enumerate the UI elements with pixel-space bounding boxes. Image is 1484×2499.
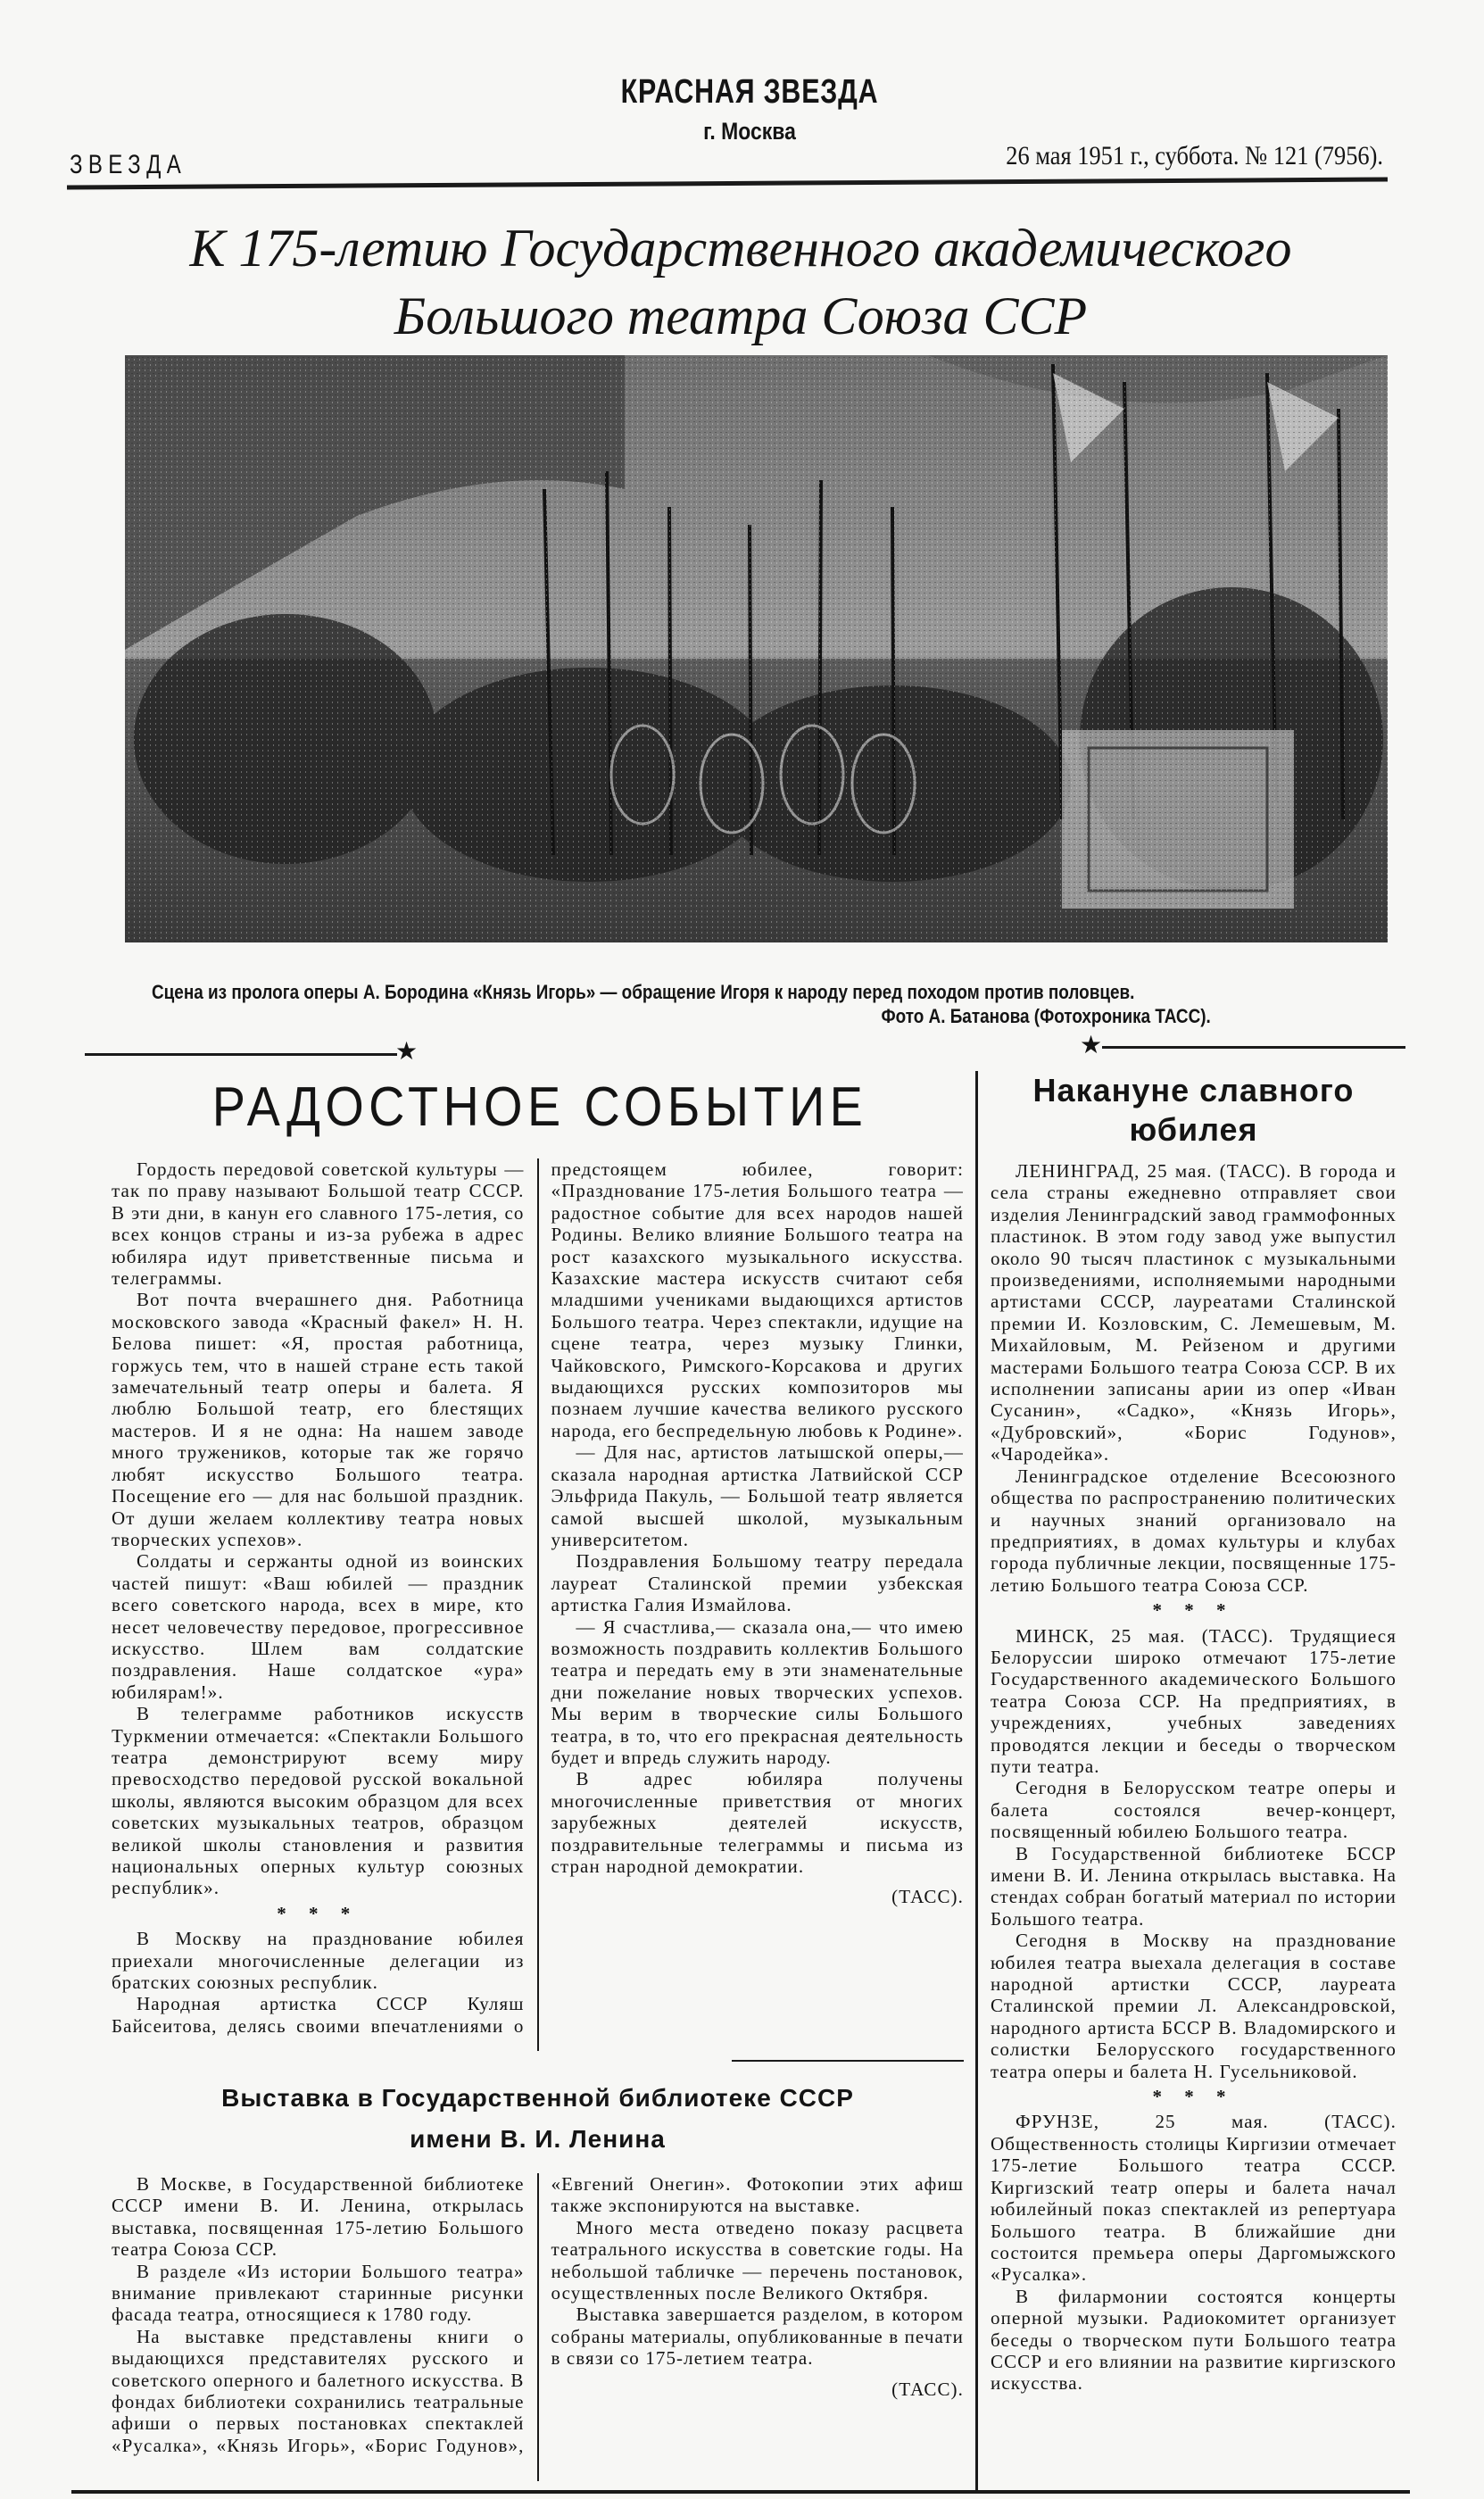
- paragraph: ЛЕНИНГРАД, 25 мая. (ТАСС). В города и села страны ежедневно отправляет свои изделия Ленинградский завод граммофонных пластинок. В этом году завод уже выпустил около 90 тысяч пластинок с музыкальными произведениями, исполняемыми народными артистами СССР, лауреатами Сталинской премии И. Козловским, С. Лемешевым, М. Михайловым, М. Рейзеном и другими мастерами Большого театра Союза ССР. В их исполнении записаны арии из опер «Иван Сусанин», «Садко», «Князь Игорь», «Дубровский», «Борис Годунов», «Чародейка».: [991, 1160, 1397, 1465]
- paragraph: В Москве, в Государственной библиотеке СССР имени В. И. Ленина, открылась выставка, посвященная 175-летию Большого театра Союза ССР.: [112, 2173, 525, 2261]
- paragraph: Много места отведено показу расцвета театрального искусства в советские годы. На небольшой табличке — перечень постановок, осуществленных после Великого Октября.: [551, 2216, 964, 2304]
- paragraph: — Я счастлива,— сказала она,— что имею возможность поздравить коллектив Большого театра и передать ему в эти знаменательные дни пожелание новых творческих успехов. Мы верим в творческие силы Большого театра, в то, что его прекрасная деятельность будет и впредь служить народу.: [551, 1615, 964, 1768]
- page-title: [134, 214, 1347, 350]
- paragraph: Солдаты и сержанты одной из воинских частей пишут: «Ваш юбилей — праздник всего советского народа, всех в мире, кто несет человечеству передовое, прогрессивное искусство. Шлем вам солдатские поздравления. Наше солдатское «ура» юбилярам!».: [112, 1550, 525, 1703]
- section-separator: * * *: [1152, 1599, 1235, 1622]
- newspaper-masthead: КРАСНАЯ ЗВЕЗДА: [620, 73, 879, 111]
- paragraph: В Государственной библиотеке БССР имени В. И. Ленина открылась выставка. На стендах собран богатый материал по истории Большого театра.: [991, 1842, 1397, 1930]
- paragraph: Поздравления Большому театру передала лауреат Сталинской премии узбекская артистка Галия Измайлова.: [551, 1550, 964, 1616]
- article-title-line-2: имени В. И. Ленина: [410, 2125, 666, 2153]
- star-icon: ★: [1080, 1032, 1103, 1059]
- paragraph: В филармонии состоятся концерты оперной музыки. Радиокомитет организует беседы о творческом пути Большого театра СССР и его влиянии на развитие киргизского искусства.: [991, 2285, 1397, 2395]
- photo-caption: [152, 980, 1211, 1028]
- paragraph: Сегодня в Белорусском театре оперы и балета состоялся вечер-концерт, посвященный юбилею Большого театра.: [991, 1777, 1397, 1843]
- article-nakanune-yubileya: [991, 1071, 1397, 2395]
- page-label: ЗВЕЗДА: [70, 150, 187, 179]
- article-title-nakanune: Накануне славного юбилея: [1032, 1072, 1355, 1148]
- paragraph: В Москву на празднование юбилея приехали многочисленные делегации из братских союзных республик.: [112, 1928, 525, 1994]
- paragraph: В разделе «Из истории Большого театра» внимание привлекают старинные рисунки фасада театра, относящиеся к 1780 году.: [112, 2260, 525, 2326]
- opera-scene-photo: [125, 355, 1388, 942]
- page-title-line-1: К 175-летию Государственного академического: [189, 219, 1292, 278]
- photo-credit: Фото А. Батанова (Фотохроника ТАСС).: [881, 1005, 1211, 1027]
- article-body-vystavka: [112, 2173, 964, 2481]
- column-rule: [975, 1071, 978, 2490]
- section-separator: * * *: [1152, 2086, 1235, 2108]
- paragraph: В адрес юбиляра получены многочисленные приветствия от многих зарубежных деятелей искусств, поздравительные телеграммы и письма из стран народной демократии.: [551, 1768, 964, 1877]
- article-signature: (ТАСС).: [891, 2378, 964, 2400]
- section-rule: [732, 2060, 964, 2062]
- header-rule: [67, 177, 1388, 189]
- paragraph: Выставка завершается разделом, в котором собраны материалы, опубликованные в печати в связи со 175-летием театра.: [551, 2304, 964, 2370]
- page-bottom-rule: [71, 2490, 1410, 2494]
- article-signature: (ТАСС).: [891, 1886, 964, 1908]
- article-title-line-1: Выставка в Государственной библиотеке СССР: [221, 2084, 854, 2112]
- star-icon: ★: [395, 1038, 419, 1066]
- masthead-city: г. Москва: [703, 118, 796, 145]
- paragraph: Вот почта вчерашнего дня. Работница московского завода «Красный факел» Н. Н. Белова пишет: «Я, простая работница, горжусь тем, что в нашей стране есть такой замечательный театр оперы и балета. Я люблю Большой театр, его блестящих мастеров. И я не одна: На нашем заводе много тружеников, которые так же горячо любят искусство Большого театра. Посещение его — для нас большой праздник. От души желаем коллективу театра новых творческих успехов».: [112, 1289, 525, 1550]
- article-body-radostnoe-sobytie: [112, 1158, 964, 2051]
- divider-rule-right: [1102, 1046, 1405, 1049]
- paragraph: Народная артистка СССР Куляш Байсеитова, делясь своими впечатлениями о предстоящем юбилее, говорит: «Празднование 175-летия Большого театра — радостное событие для всех народов нашей Родины. Велико влияние Большого театра на рост казахского музыкального искусства. Казахские мастера искусств считают себя младшими учениками выдающихся артистов Большого театра. Через спектакли, идущие на сцене театра, через музыку Глинки, Чайковского, Римского-Корсакова и других выдающихся русских композиторов мы познаем лучшие качества великого русского народа, его беспредельную любовь к Родине».: [112, 1158, 964, 2037]
- paragraph: — Для нас, артистов латышской оперы,— сказала народная артистка Латвийской ССР Эльфрида Пакуль, — Большой театр является самой высшей школой, музыкальным университетом.: [551, 1441, 964, 1550]
- paragraph: МИНСК, 25 мая. (ТАСС). Трудящиеся Белоруссии широко отмечают 175-летие Государственного академического Большого театра Союза ССР. На предприятиях, в учреждениях, учебных заведениях проводятся лекции и беседы о творческом пути театра.: [991, 1624, 1397, 1777]
- article-title-radostnoe-sobytie: РАДОСТНОЕ СОБЫТИЕ: [211, 1076, 868, 1138]
- divider-rule-left: [85, 1053, 397, 1056]
- paragraph: Сегодня в Москву на празднование юбилея театра выехала делегация в составе народной артистки СССР, лауреата Сталинской премии Л. Александровской, народного артиста БССР В. Владомирского и солистки Белорусского государственного театра оперы и балета Н. Гусельниковой.: [991, 1930, 1397, 2082]
- photo-caption-text: Сцена из пролога оперы А. Бородина «Князь Игорь» — обращение Игоря к народу перед походом против половцев.: [152, 981, 1135, 1003]
- paragraph: ФРУНЗЕ, 25 мая. (ТАСС). Общественность столицы Киргизии отмечает 175-летие Большого театра СССР. Киргизский театр оперы и балета начал юбилейный показ спектаклей из репертуара Большого театра. В ближайшие дни состоится премьера оперы Даргомыжского «Русалка».: [991, 2111, 1397, 2286]
- page-title-line-2: Большого театра Союза ССР: [394, 286, 1088, 345]
- paragraph: В телеграмме работников искусств Туркмении отмечается: «Спектакли Большого театра демонстрируют всему миру превосходство передовой русской вокальной школы, являются высоким образцом для всех советских музыкальных театров, образцом великой школы становления и развития национальных оперных культур союзных республик».: [112, 1703, 525, 1899]
- paragraph: На выставке представлены книги о выдающихся представителях русского и советского оперного и балетного искусства. В фондах библиотеки сохранились театральные афиши о первых постановках спектаклей «Русалка», «Князь Игорь», «Борис Годунов», «Евгений Онегин». Фотокопии этих афиш также экспонируются на выставке.: [112, 2173, 964, 2456]
- article-title-vystavka: [112, 2078, 964, 2160]
- section-separator: * * *: [277, 1902, 360, 1924]
- paragraph: Гордость передовой советской культуры — так по праву называют Большой театр СССР. В эти дни, в канун его славного 175-летия, со всех концов страны и из-за рубежа в адрес юбиляра идут приветственные письма и телеграммы.: [112, 1158, 525, 1290]
- paragraph: Ленинградское отделение Всесоюзного общества по распространению политических и научных знаний организовало на предприятиях, в домах культуры и клубах города публичные лекции, посвященные 175-летию Большого театра Союза ССР.: [991, 1465, 1397, 1596]
- issue-dateline: 26 мая 1951 г., суббота. № 121 (7956).: [1006, 141, 1383, 170]
